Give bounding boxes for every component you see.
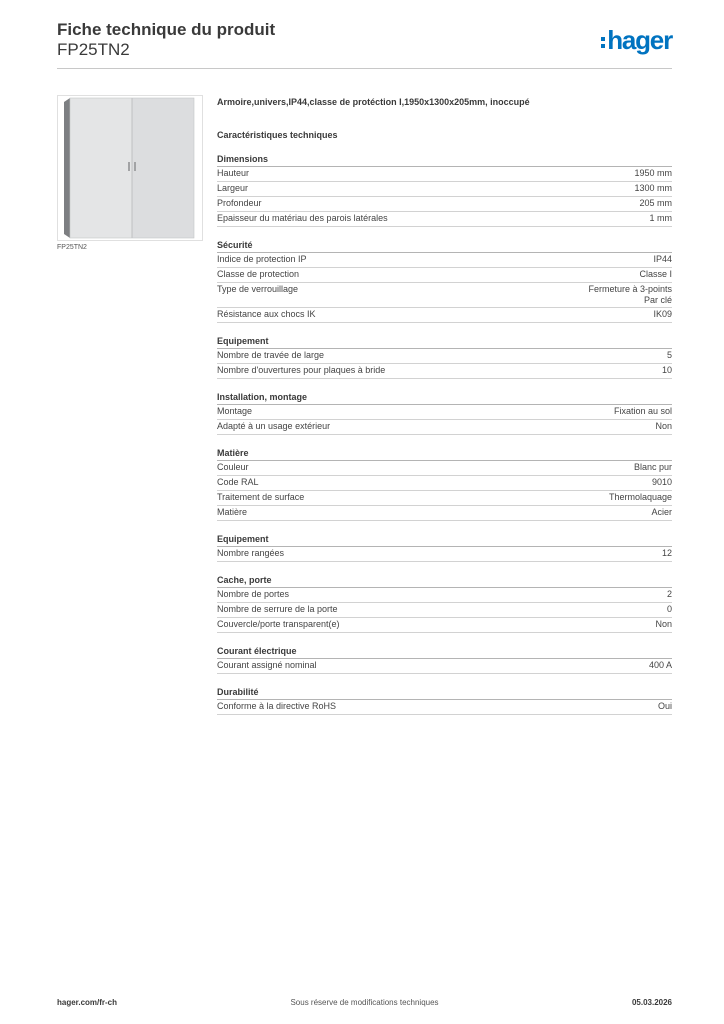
spec-row	[217, 618, 672, 633]
spec-value	[639, 269, 672, 280]
spec-label: Résistance aux chocs IK	[217, 309, 316, 319]
section-title: Cache, porte	[217, 574, 672, 588]
spec-row	[217, 283, 672, 308]
spec-label: Classe de protection	[217, 269, 300, 279]
spec-value-text: Oui	[657, 701, 672, 711]
spec-value	[609, 492, 672, 503]
spec-row	[217, 659, 672, 674]
section-title: Sécurité	[217, 239, 672, 253]
spec-row	[217, 461, 672, 476]
spec-value-text: Non	[655, 421, 672, 431]
spec-value-text: 400 A	[648, 660, 672, 670]
footer-website: hager.com/fr-ch	[57, 998, 118, 1007]
spec-value	[634, 462, 672, 473]
spec-value	[651, 507, 672, 518]
spec-label: Courant assigné nominal	[217, 660, 317, 670]
section-title: Equipement	[217, 533, 672, 547]
cabinet-illustration	[58, 96, 202, 240]
spec-row	[217, 405, 672, 420]
spec-value	[667, 350, 672, 361]
spec-row	[217, 588, 672, 603]
spec-label: Nombre de portes	[217, 589, 290, 599]
footer-date: 05.03.2026	[631, 998, 672, 1007]
spec-value	[653, 309, 672, 320]
spec-value	[653, 254, 672, 265]
spec-value	[614, 406, 672, 417]
spec-label: Code RAL	[217, 477, 259, 487]
spec-value	[634, 168, 672, 179]
section-title: Installation, montage	[217, 391, 672, 405]
product-image	[57, 95, 203, 241]
section-title: Matière	[217, 447, 672, 461]
spec-label: Indice de protection IP	[217, 254, 307, 264]
spec-row	[217, 197, 672, 212]
spec-label: Matière	[217, 507, 248, 517]
logo-text: hager	[607, 25, 672, 55]
spec-value-text: 1300 mm	[634, 183, 672, 193]
spec-value-text: Classe I	[639, 269, 672, 279]
spec-value-text: 0	[666, 604, 672, 614]
specs-heading: Caractéristiques techniques	[217, 130, 338, 140]
spec-row	[217, 349, 672, 364]
spec-label: Hauteur	[217, 168, 250, 178]
hager-logo	[601, 26, 672, 54]
spec-section	[217, 686, 672, 715]
spec-value-text: Non	[655, 619, 672, 629]
spec-section	[217, 645, 672, 674]
spec-row	[217, 364, 672, 379]
spec-section	[217, 574, 672, 633]
spec-row	[217, 253, 672, 268]
spec-value-text: 10	[661, 365, 672, 375]
page-header	[57, 20, 672, 70]
spec-row	[217, 547, 672, 562]
spec-value-text: Fermeture à 3-points	[588, 284, 672, 294]
spec-value	[652, 477, 672, 488]
footer-disclaimer: Sous réserve de modifications techniques	[290, 998, 439, 1007]
spec-value-text: IK09	[653, 309, 672, 319]
spec-label: Couleur	[217, 462, 249, 472]
product-description: Armoire,univers,IP44,classe de protéction I,1950x1300x205mm, inoccupé	[217, 97, 530, 107]
spec-label: Profondeur	[217, 198, 262, 208]
spec-value-text: 12	[661, 548, 672, 558]
spec-label: Conforme à la directive RoHS	[217, 701, 337, 711]
spec-value-text: 5	[666, 350, 672, 360]
spec-value-text: Acier	[651, 507, 672, 517]
spec-label: Montage	[217, 406, 253, 416]
spec-value-text: 2	[666, 589, 672, 599]
spec-label: Nombre de serrure de la porte	[217, 604, 338, 614]
spec-value-text: 1950 mm	[634, 168, 672, 178]
spec-row	[217, 506, 672, 521]
spec-label: Traitement de surface	[217, 492, 305, 502]
spec-value	[588, 284, 672, 306]
spec-value-text: Blanc pur	[633, 462, 672, 472]
spec-row	[217, 603, 672, 618]
spec-value-text: 1 mm	[649, 213, 672, 223]
section-title: Dimensions	[217, 153, 672, 167]
spec-sections	[217, 153, 672, 715]
spec-value-text: 205 mm	[639, 198, 672, 208]
spec-row	[217, 476, 672, 491]
spec-label: Nombre d'ouvertures pour plaques à bride	[217, 365, 386, 375]
spec-row	[217, 700, 672, 715]
spec-row	[217, 491, 672, 506]
product-reference: FP25TN2	[57, 40, 130, 59]
spec-value	[667, 604, 672, 615]
document-title: Fiche technique du produit	[57, 20, 276, 39]
spec-value	[655, 421, 672, 432]
spec-value	[667, 589, 672, 600]
spec-value	[658, 701, 672, 712]
spec-value-text: IP44	[653, 254, 672, 264]
spec-section	[217, 153, 672, 227]
spec-value	[650, 213, 673, 224]
spec-value	[649, 660, 672, 671]
spec-label: Epaisseur du matériau des parois latérales	[217, 213, 388, 223]
spec-value-text-line2: Par clé	[643, 295, 672, 305]
spec-label: Largeur	[217, 183, 249, 193]
section-title: Courant électrique	[217, 645, 672, 659]
header-divider	[57, 68, 672, 69]
section-title: Equipement	[217, 335, 672, 349]
spec-section	[217, 391, 672, 435]
spec-label: Nombre rangées	[217, 548, 285, 558]
spec-value-text: Fixation au sol	[613, 406, 672, 416]
spec-value	[662, 365, 672, 376]
spec-row	[217, 308, 672, 323]
spec-value-text: 9010	[651, 477, 672, 487]
spec-value	[655, 619, 672, 630]
spec-content	[217, 96, 672, 715]
spec-value-text: Thermolaquage	[608, 492, 672, 502]
spec-label: Couvercle/porte transparent(e)	[217, 619, 340, 629]
section-title: Durabilité	[217, 686, 672, 700]
spec-section	[217, 533, 672, 562]
spec-row	[217, 182, 672, 197]
page-footer	[57, 998, 672, 1010]
spec-section	[217, 335, 672, 379]
spec-row	[217, 268, 672, 283]
spec-row	[217, 420, 672, 435]
spec-value	[639, 198, 672, 209]
spec-label: Adapté à un usage extérieur	[217, 421, 331, 431]
spec-section	[217, 447, 672, 521]
spec-row	[217, 212, 672, 227]
spec-label: Nombre de travée de large	[217, 350, 325, 360]
spec-section	[217, 239, 672, 323]
spec-value	[662, 548, 672, 559]
spec-label: Type de verrouillage	[217, 284, 299, 294]
spec-row	[217, 167, 672, 182]
logo-colon-icon	[601, 37, 605, 48]
spec-value	[634, 183, 672, 194]
image-caption: FP25TN2	[57, 244, 87, 251]
